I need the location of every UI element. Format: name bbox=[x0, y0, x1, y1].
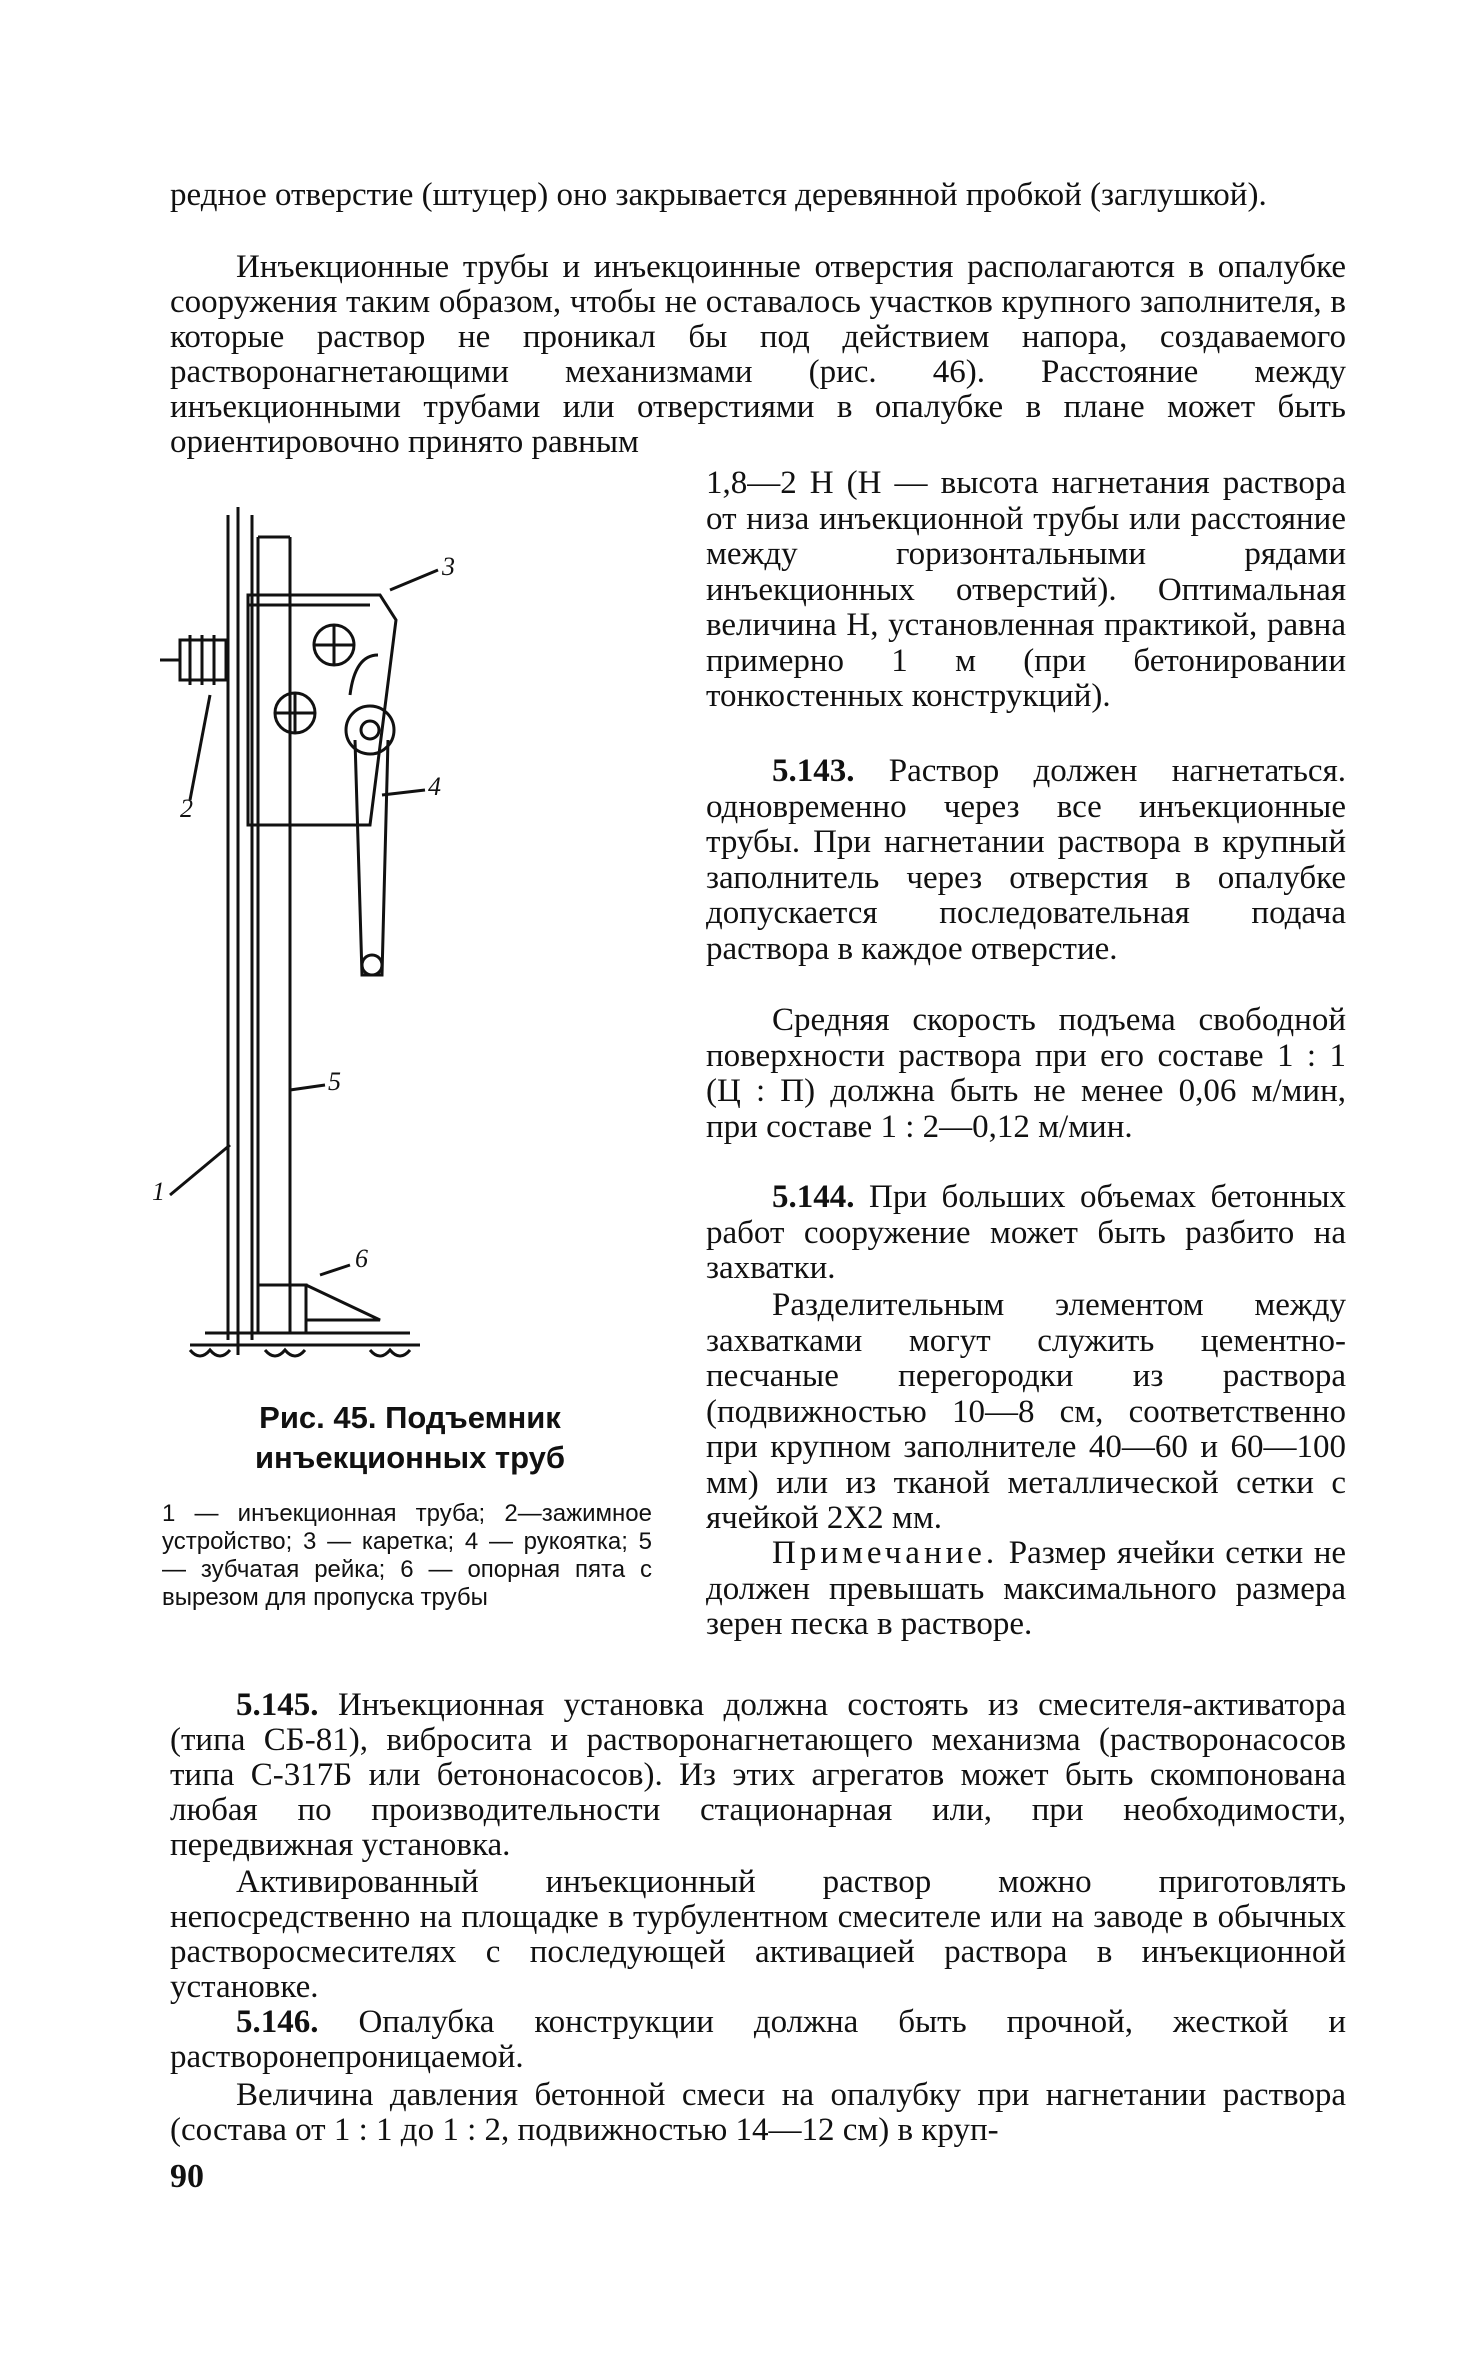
figure-legend: 1 — инъекционная труба; 2—зажимное устройство; 3 — каретка; 4 — рукоятка; 5 — зубчатая рейка; 6 — опорная пята с вырезом для пропуска трубы bbox=[162, 1500, 652, 1611]
paragraph-activated: Активированный инъекционный раствор можно приготовлять непосредственно на площадке в турбулентном смесителе или на заводе в обычных растворосмесителях с последующей активацией раствора в инъекционной установке. bbox=[170, 1864, 1346, 2005]
paragraph-5-143 bbox=[706, 754, 1346, 967]
paragraph-note bbox=[706, 1536, 1346, 1643]
paragraph-pressure: Величина давления бетонной смеси на опалубку при нагнетании раствора (состава от 1 : 1 до 1 : 2, подвижностью 14—12 см) в круп- bbox=[170, 2077, 1346, 2148]
clause-text: При больших объемах бетонных работ сооружение может быть разбито на захватки. bbox=[706, 1179, 1347, 1286]
paragraph-top-1: редное отверстие (штуцер) оно закрывается деревянной пробкой (заглушкой). bbox=[170, 177, 1267, 213]
support-foot bbox=[258, 1285, 306, 1333]
handle-lever bbox=[355, 740, 388, 975]
lifter-drawing bbox=[150, 495, 650, 1375]
clause-text: Инъекционная установка должна состоять из смесителя-активатора (типа СБ-81), вибросита и растворонагнетающего механизма (растворонасосов типа С-317Б или бетононасосов). Из этих агрегатов может быть скомпонована любая по производительности стационарная или, при необходимости, передвижная установка. bbox=[170, 1687, 1346, 1863]
clause-text: Опалубка конструкции должна быть прочной, жесткой и растворонепроницаемой. bbox=[170, 2004, 1347, 2075]
figure-label-2: 2 bbox=[180, 794, 193, 823]
clause-number: 5.146. bbox=[236, 2004, 319, 2040]
clause-text: Раствор должен нагнетаться. одновременно через все инъекционные трубы. При нагнетании раствора в крупный заполнитель через отверстия в опалубке допускается последовательная подача раствора в каждое отверстие. bbox=[706, 753, 1347, 967]
clause-number: 5.143. bbox=[772, 753, 855, 789]
clause-number: 5.144. bbox=[772, 1179, 855, 1215]
note-text: Размер ячейки сетки не должен превышать максимального размера зерен песка в растворе. bbox=[706, 1535, 1347, 1642]
page-number: 90 bbox=[170, 2158, 204, 2195]
clause-number: 5.145. bbox=[236, 1687, 319, 1723]
note-label: Примечание. bbox=[772, 1535, 999, 1571]
paragraph-top-2: Инъекционные трубы и инъекцоинные отверстия располагаются в опалубке сооружения таким образом, чтобы не оставалось участков крупного заполнителя, в которые раствор не проникал бы под действием напора, создаваемого растворонагнетающими механизмами (рис. 46). Расстояние между инъекционными трубами или отверстиями в опалубке в плане может быть ориентировочно принято равным bbox=[170, 249, 1346, 460]
figure-label-1: 1 bbox=[152, 1177, 165, 1206]
paragraph-5-146 bbox=[170, 2005, 1346, 2075]
paragraph-5-145 bbox=[170, 1688, 1346, 1863]
paragraph-partitions: Разделительным элементом между захватками могут служить цементно-песчаные перегородки из раствора (подвижностью 10—8 см, соответственно при крупном заполнителе 40—60 и 60—100 мм) или из тканой металлической сетки с ячейкой 2X2 мм. bbox=[706, 1287, 1346, 1536]
paragraph-speed: Средняя скорость подъема свободной поверхности раствора при его составе 1 : 1 (Ц : П) должна быть не менее 0,06 м/мин, при составе 1 : 2—0,12 м/мин. bbox=[706, 1002, 1346, 1145]
figure-label-6: 6 bbox=[355, 1244, 368, 1273]
paragraph-5-144 bbox=[706, 1180, 1346, 1287]
figure-label-5: 5 bbox=[328, 1067, 341, 1096]
figure-label-4: 4 bbox=[428, 772, 441, 801]
paragraph-right-1: 1,8—2 H (H — высота нагнетания раствора от низа инъекционной трубы или расстояние между горизонтальными рядами инъекционных отверстий). Оптимальная величина H, установленная практикой, равна примерно 1 м (при бетонировании тонкостенных конструкций). bbox=[706, 465, 1346, 714]
figure-caption: Рис. 45. Подъемник инъекционных труб bbox=[254, 1400, 566, 1475]
figure-label-3: 3 bbox=[442, 552, 455, 581]
